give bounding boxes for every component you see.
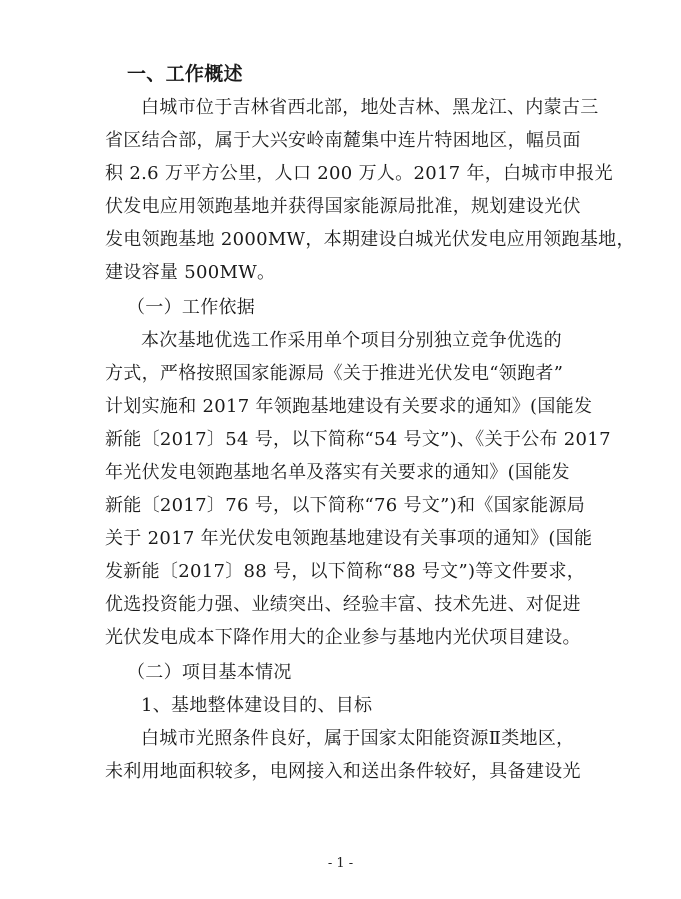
paragraph-overview — [105, 91, 635, 289]
paragraph-line: 白城市光照条件良好，属于国家太阳能资源Ⅱ类地区， — [141, 728, 575, 749]
paragraph-line: 新能〔2017〕54 号，以下简称“54 号文”)、《关于公布 2017 — [105, 429, 611, 450]
subsection-heading-goal: 1、基地整体建设目的、目标 — [141, 695, 373, 716]
page-number: - 1 - — [327, 856, 354, 871]
section-heading-basis: （一）工作依据 — [127, 297, 256, 318]
paragraph-line: 白城市位于吉林省西北部，地处吉林、黑龙江、内蒙古三 — [141, 97, 599, 118]
paragraph-basis — [105, 324, 611, 654]
paragraph-line: 发新能〔2017〕88 号，以下简称“88 号文”)等文件要求， — [105, 561, 586, 582]
paragraph-line: 计划实施和 2017 年领跑基地建设有关要求的通知》(国能发 — [105, 396, 593, 417]
paragraph-line: 积 2.6 万平方公里，人口 200 万人。2017 年，白城市申报光 — [105, 163, 613, 184]
paragraph-conditions — [105, 722, 585, 788]
document-body — [105, 58, 635, 788]
paragraph-line: 关于 2017 年光伏发电领跑基地建设有关事项的通知》(国能 — [105, 528, 593, 549]
paragraph-line: 本次基地优选工作采用单个项目分别独立竞争优选的 — [141, 330, 562, 351]
paragraph-line: 建设容量 500MW。 — [105, 262, 276, 283]
paragraph-line: 光伏发电成本下降作用大的企业参与基地内光伏项目建设。 — [105, 627, 581, 648]
paragraph-line: 年光伏发电领跑基地名单及落实有关要求的通知》(国能发 — [105, 462, 570, 483]
paragraph-line: 方式，严格按照国家能源局《关于推进光伏发电“领跑者” — [105, 363, 564, 384]
section-heading-project: （二）项目基本情况 — [127, 662, 292, 683]
paragraph-line: 发电领跑基地 2000MW，本期建设白城光伏发电应用领跑基地， — [105, 229, 635, 250]
paragraph-line: 省区结合部，属于大兴安岭南麓集中连片特困地区，幅员面 — [105, 130, 581, 151]
paragraph-line: 优选投资能力强、业绩突出、经验丰富、技术先进、对促进 — [105, 594, 581, 615]
paragraph-line: 新能〔2017〕76 号，以下简称“76 号文”)和《国家能源局 — [105, 495, 586, 516]
paragraph-line: 未利用地面积较多，电网接入和送出条件较好，具备建设光 — [105, 761, 581, 782]
section-heading-overview: 一、工作概述 — [127, 63, 243, 85]
paragraph-line: 伏发电应用领跑基地并获得国家能源局批准，规划建设光伏 — [105, 196, 581, 217]
